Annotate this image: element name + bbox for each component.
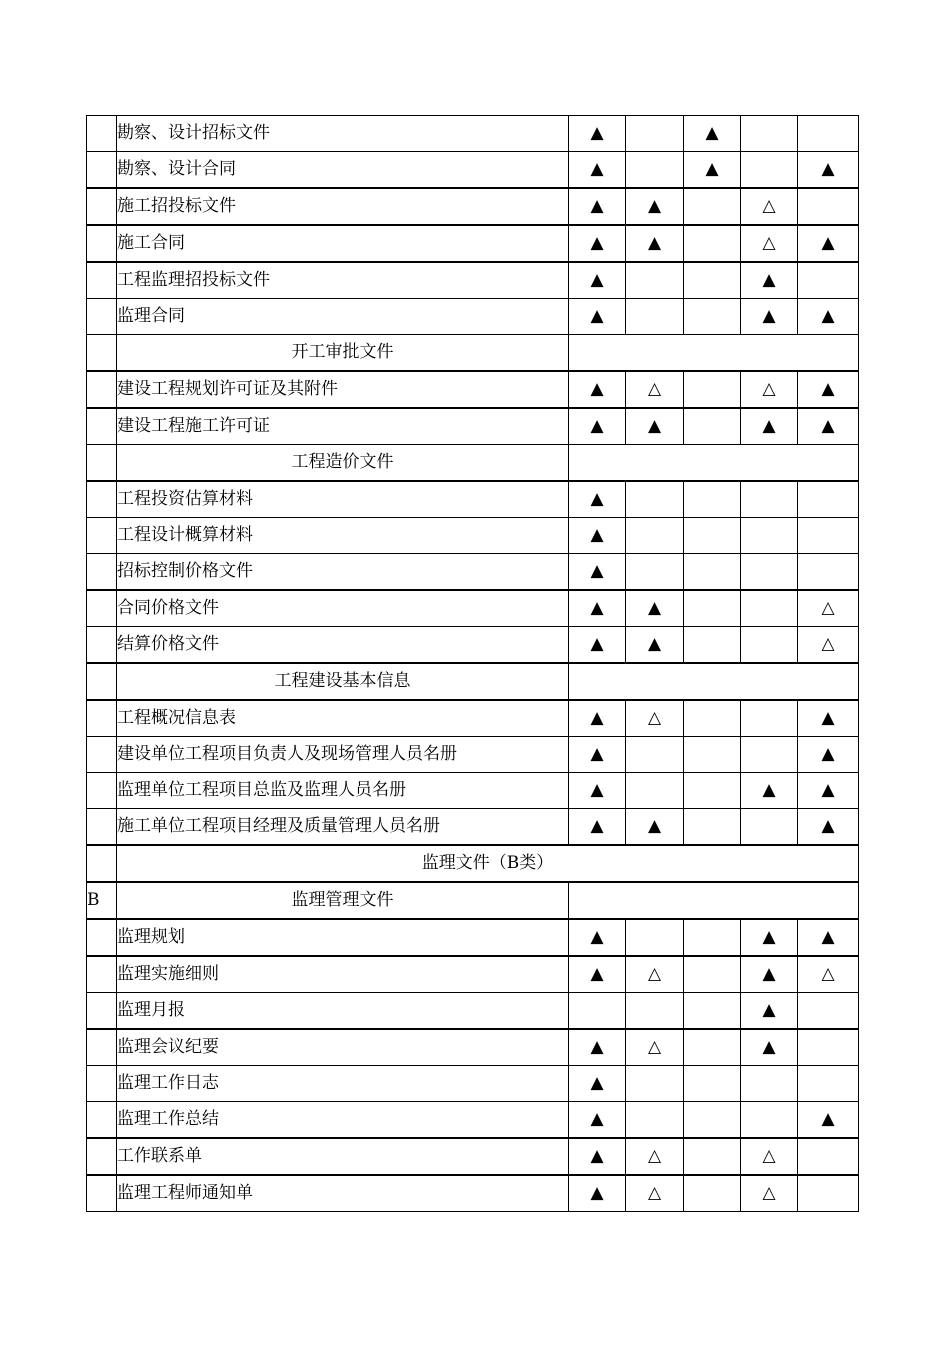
mark-cell: △ (626, 1138, 684, 1175)
table-row (87, 919, 859, 956)
row-code-cell (87, 809, 117, 846)
table-row (87, 809, 859, 846)
mark-cell (684, 188, 741, 225)
mark-cell: ▲ (569, 518, 626, 554)
archive-file-table (86, 115, 859, 1212)
row-code-cell (87, 335, 117, 372)
mark-cell (798, 188, 859, 225)
table-row (87, 445, 859, 482)
mark-cell: ▲ (626, 590, 684, 627)
mark-cell: ▲ (569, 1066, 626, 1102)
table-row (87, 1029, 859, 1066)
file-name-cell: 监理会议纪要 (117, 1029, 569, 1066)
mark-cell: ▲ (569, 299, 626, 335)
mark-cell: △ (626, 1175, 684, 1212)
row-code-cell (87, 518, 117, 554)
table-row (87, 518, 859, 554)
section-heading-cell: 开工审批文件 (117, 335, 569, 372)
file-name-cell: 施工招投标文件 (117, 188, 569, 225)
mark-cell: ▲ (569, 481, 626, 518)
row-code-cell (87, 299, 117, 335)
mark-cell: ▲ (798, 919, 859, 956)
mark-cell (798, 116, 859, 152)
file-name-cell: 监理工程师通知单 (117, 1175, 569, 1212)
mark-cell (684, 700, 741, 737)
mark-cell (684, 1102, 741, 1139)
mark-cell (741, 1066, 798, 1102)
mark-cell (626, 152, 684, 189)
row-code-cell (87, 445, 117, 482)
mark-cell (741, 1102, 798, 1139)
mark-cell: △ (741, 1138, 798, 1175)
file-name-cell: 监理工作日志 (117, 1066, 569, 1102)
mark-cell (626, 299, 684, 335)
mark-cell (626, 993, 684, 1030)
mark-cell (684, 993, 741, 1030)
table-row (87, 262, 859, 299)
row-code-cell (87, 1138, 117, 1175)
row-code-cell (87, 408, 117, 445)
table-row (87, 116, 859, 152)
mark-cell (684, 773, 741, 809)
row-code-cell (87, 371, 117, 408)
mark-cell: ▲ (741, 919, 798, 956)
row-code-cell (87, 152, 117, 189)
table-row (87, 663, 859, 700)
mark-cell: ▲ (569, 1102, 626, 1139)
mark-cell (684, 919, 741, 956)
mark-cell (798, 554, 859, 591)
table-row (87, 1102, 859, 1139)
file-name-cell: 建设单位工程项目负责人及现场管理人员名册 (117, 737, 569, 773)
row-code-cell (87, 1029, 117, 1066)
mark-cell: △ (626, 371, 684, 408)
mark-cell (684, 518, 741, 554)
mark-cell (741, 627, 798, 664)
file-name-cell: 勘察、设计合同 (117, 152, 569, 189)
mark-cell: ▲ (569, 408, 626, 445)
mark-cell (684, 225, 741, 262)
mark-cell: ▲ (798, 700, 859, 737)
mark-cell (626, 116, 684, 152)
file-name-cell: 招标控制价格文件 (117, 554, 569, 591)
mark-cell: ▲ (569, 152, 626, 189)
mark-cell: △ (798, 956, 859, 993)
table-row (87, 299, 859, 335)
file-name-cell: 监理规划 (117, 919, 569, 956)
mark-cell: ▲ (798, 299, 859, 335)
mark-cell: ▲ (741, 299, 798, 335)
table-row (87, 554, 859, 591)
mark-cell (626, 1066, 684, 1102)
file-name-cell: 监理实施细则 (117, 956, 569, 993)
mark-cell: △ (626, 700, 684, 737)
row-code-cell (87, 700, 117, 737)
file-name-cell: 工作联系单 (117, 1138, 569, 1175)
section-heading-cell: 工程建设基本信息 (117, 663, 569, 700)
file-name-cell: 工程设计概算材料 (117, 518, 569, 554)
mark-cell: ▲ (741, 773, 798, 809)
mark-cell: △ (741, 1175, 798, 1212)
table-row (87, 993, 859, 1030)
table-row (87, 408, 859, 445)
mark-cell (684, 590, 741, 627)
mark-cell: ▲ (569, 554, 626, 591)
table-row (87, 188, 859, 225)
mark-cell: ▲ (798, 152, 859, 189)
mark-cell: ▲ (569, 1138, 626, 1175)
row-code-cell (87, 956, 117, 993)
table-row (87, 737, 859, 773)
table-row (87, 1138, 859, 1175)
row-code-cell (87, 1102, 117, 1139)
mark-cell (684, 408, 741, 445)
mark-cell: △ (798, 627, 859, 664)
mark-cell: ▲ (569, 700, 626, 737)
mark-cell (569, 993, 626, 1030)
mark-cell: ▲ (741, 262, 798, 299)
mark-cell (684, 262, 741, 299)
mark-cell (626, 919, 684, 956)
mark-cell: ▲ (569, 809, 626, 846)
row-code-cell (87, 116, 117, 152)
file-name-cell: 结算价格文件 (117, 627, 569, 664)
table-row (87, 335, 859, 372)
file-name-cell: 监理合同 (117, 299, 569, 335)
mark-cell (798, 1066, 859, 1102)
mark-cell: ▲ (569, 1175, 626, 1212)
file-name-cell: 工程概况信息表 (117, 700, 569, 737)
mark-cell (626, 1102, 684, 1139)
file-name-cell: 工程投资估算材料 (117, 481, 569, 518)
mark-cell: ▲ (569, 188, 626, 225)
mark-cell: △ (741, 225, 798, 262)
row-code-cell: B (87, 882, 117, 919)
mark-cell (741, 809, 798, 846)
mark-cell (798, 262, 859, 299)
file-name-cell: 工程监理招投标文件 (117, 262, 569, 299)
file-name-cell: 监理月报 (117, 993, 569, 1030)
merged-empty-cell (569, 335, 859, 372)
table-row (87, 627, 859, 664)
mark-cell: ▲ (684, 116, 741, 152)
merged-empty-cell (569, 882, 859, 919)
mark-cell (798, 1175, 859, 1212)
mark-cell: ▲ (684, 152, 741, 189)
mark-cell (626, 773, 684, 809)
mark-cell (798, 481, 859, 518)
mark-cell: ▲ (569, 773, 626, 809)
row-code-cell (87, 590, 117, 627)
file-name-cell: 建设工程施工许可证 (117, 408, 569, 445)
row-code-cell (87, 627, 117, 664)
mark-cell (684, 554, 741, 591)
mark-cell (684, 809, 741, 846)
row-code-cell (87, 1066, 117, 1102)
mark-cell: △ (626, 956, 684, 993)
mark-cell (626, 262, 684, 299)
row-code-cell (87, 993, 117, 1030)
file-name-cell: 施工合同 (117, 225, 569, 262)
section-heading-cell: 工程造价文件 (117, 445, 569, 482)
row-code-cell (87, 663, 117, 700)
mark-cell (741, 481, 798, 518)
row-code-cell (87, 845, 117, 882)
row-code-cell (87, 737, 117, 773)
mark-cell: ▲ (626, 809, 684, 846)
mark-cell: ▲ (798, 737, 859, 773)
mark-cell (741, 518, 798, 554)
mark-cell (684, 481, 741, 518)
table-row (87, 371, 859, 408)
mark-cell (626, 518, 684, 554)
mark-cell (684, 956, 741, 993)
table-row (87, 152, 859, 189)
row-code-cell (87, 481, 117, 518)
mark-cell (741, 700, 798, 737)
mark-cell: ▲ (569, 262, 626, 299)
category-title-cell: 监理文件（B类） (117, 845, 859, 882)
table-row (87, 700, 859, 737)
mark-cell: ▲ (569, 627, 626, 664)
mark-cell (684, 1175, 741, 1212)
mark-cell (741, 590, 798, 627)
mark-cell (798, 993, 859, 1030)
mark-cell (684, 737, 741, 773)
mark-cell: ▲ (798, 371, 859, 408)
mark-cell (798, 1138, 859, 1175)
mark-cell: ▲ (626, 627, 684, 664)
mark-cell: ▲ (798, 809, 859, 846)
mark-cell: △ (626, 1029, 684, 1066)
file-name-cell: 监理单位工程项目总监及监理人员名册 (117, 773, 569, 809)
mark-cell: ▲ (569, 371, 626, 408)
mark-cell: △ (741, 188, 798, 225)
mark-cell: ▲ (798, 408, 859, 445)
row-code-cell (87, 554, 117, 591)
mark-cell (684, 1029, 741, 1066)
mark-cell (626, 737, 684, 773)
table-row (87, 845, 859, 882)
mark-cell: ▲ (569, 116, 626, 152)
table-row (87, 882, 859, 919)
mark-cell: △ (798, 590, 859, 627)
section-heading-cell: 监理管理文件 (117, 882, 569, 919)
table-row (87, 590, 859, 627)
mark-cell: ▲ (569, 1029, 626, 1066)
row-code-cell (87, 773, 117, 809)
mark-cell (684, 371, 741, 408)
mark-cell (741, 116, 798, 152)
mark-cell: ▲ (569, 590, 626, 627)
mark-cell (626, 554, 684, 591)
file-name-cell: 建设工程规划许可证及其附件 (117, 371, 569, 408)
mark-cell (626, 481, 684, 518)
mark-cell: ▲ (741, 1029, 798, 1066)
mark-cell (684, 299, 741, 335)
mark-cell: ▲ (626, 225, 684, 262)
mark-cell: ▲ (798, 225, 859, 262)
row-code-cell (87, 262, 117, 299)
mark-cell: ▲ (798, 773, 859, 809)
row-code-cell (87, 1175, 117, 1212)
mark-cell: ▲ (798, 1102, 859, 1139)
mark-cell: ▲ (626, 188, 684, 225)
merged-empty-cell (569, 663, 859, 700)
file-name-cell: 勘察、设计招标文件 (117, 116, 569, 152)
mark-cell: ▲ (569, 737, 626, 773)
table-row (87, 1066, 859, 1102)
mark-cell (741, 554, 798, 591)
row-code-cell (87, 919, 117, 956)
mark-cell: ▲ (569, 225, 626, 262)
merged-empty-cell (569, 445, 859, 482)
table-row (87, 1175, 859, 1212)
mark-cell: △ (741, 371, 798, 408)
table-row (87, 481, 859, 518)
table-row (87, 773, 859, 809)
file-name-cell: 施工单位工程项目经理及质量管理人员名册 (117, 809, 569, 846)
mark-cell: ▲ (569, 919, 626, 956)
row-code-cell (87, 225, 117, 262)
mark-cell (684, 1066, 741, 1102)
mark-cell: ▲ (626, 408, 684, 445)
file-name-cell: 监理工作总结 (117, 1102, 569, 1139)
mark-cell (741, 737, 798, 773)
mark-cell (798, 518, 859, 554)
table-row (87, 225, 859, 262)
mark-cell (798, 1029, 859, 1066)
mark-cell: ▲ (741, 993, 798, 1030)
table-row (87, 956, 859, 993)
row-code-cell (87, 188, 117, 225)
mark-cell: ▲ (741, 956, 798, 993)
file-name-cell: 合同价格文件 (117, 590, 569, 627)
mark-cell (684, 1138, 741, 1175)
mark-cell (684, 627, 741, 664)
mark-cell: ▲ (569, 956, 626, 993)
mark-cell: ▲ (741, 408, 798, 445)
mark-cell (741, 152, 798, 189)
